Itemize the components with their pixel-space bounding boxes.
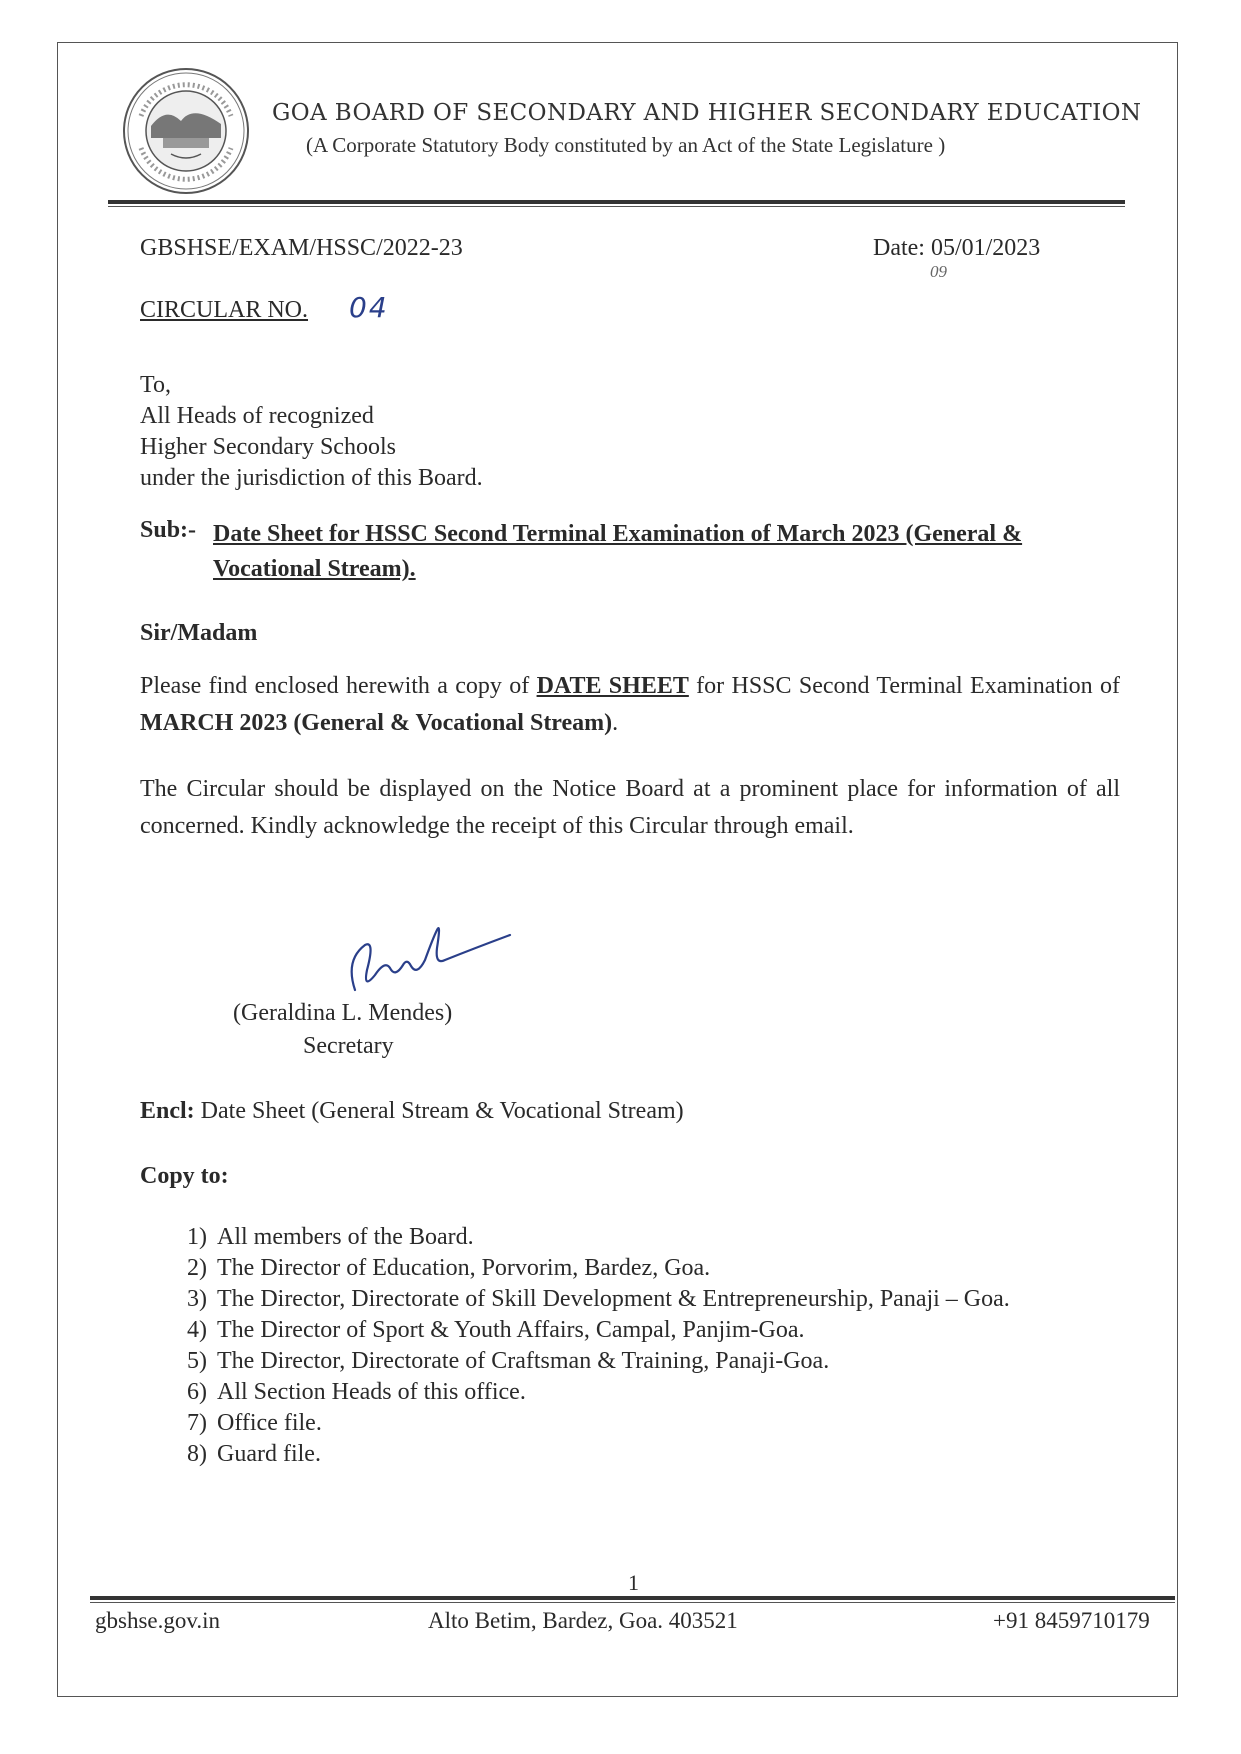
list-item-number: 8) xyxy=(187,1441,207,1467)
exam-name-bold: MARCH 2023 (General & Vocational Stream) xyxy=(140,710,613,736)
org-name: GOA BOARD OF SECONDARY AND HIGHER SECONDARY EDUCATION xyxy=(272,100,1142,126)
list-item-number: 3) xyxy=(187,1286,207,1312)
copy-to-label: Copy to: xyxy=(140,1163,229,1189)
subject-text: Date Sheet for HSSC Second Terminal Examination of March 2023 (General & Vocational Stream). xyxy=(213,521,1023,582)
para1-end: . xyxy=(612,710,619,736)
list-item-number: 2) xyxy=(187,1255,207,1281)
reference-number: GBSHSE/EXAM/HSSC/2022-23 xyxy=(140,235,463,261)
addressee-line: All Heads of recognized xyxy=(140,403,374,429)
signatory-title: Secretary xyxy=(303,1033,394,1059)
list-item-text: The Director, Directorate of Skill Development & Entrepreneurship, Panaji – Goa. xyxy=(217,1286,1010,1312)
circular-date: Date: 05/01/2023 xyxy=(873,235,1041,261)
body-paragraph-2: The Circular should be displayed on the Notice Board at a prominent place for information of all concerned. Kindly acknowledge the receipt of this Circular through email. xyxy=(140,776,1120,839)
circular-number: 04 xyxy=(349,291,389,324)
footer-rule xyxy=(90,1596,1175,1600)
circular-label: CIRCULAR NO. xyxy=(140,297,309,323)
list-item xyxy=(167,1284,1010,1315)
footer-phone: +91 8459710179 xyxy=(993,1608,1150,1633)
list-item-number: 7) xyxy=(187,1410,207,1436)
list-item xyxy=(167,1253,1010,1284)
list-item xyxy=(167,1222,1010,1253)
list-item-number: 1) xyxy=(187,1224,207,1250)
list-item xyxy=(167,1408,1010,1439)
list-item-number: 6) xyxy=(187,1379,207,1405)
list-item xyxy=(167,1439,1010,1470)
list-item xyxy=(167,1377,1010,1408)
list-item-text: The Director, Directorate of Craftsman & Training, Panaji-Goa. xyxy=(217,1348,830,1374)
list-item-text: Guard file. xyxy=(217,1441,321,1467)
addressee-line: under the jurisdiction of this Board. xyxy=(140,465,483,491)
header-rule-thin xyxy=(108,206,1125,207)
list-item-text: All members of the Board. xyxy=(217,1224,474,1250)
enclosure-text: Date Sheet (General Stream & Vocational Stream) xyxy=(194,1098,684,1124)
list-item-text: Office file. xyxy=(217,1410,322,1436)
date-correction: 09 xyxy=(930,262,947,281)
salutation: Sir/Madam xyxy=(140,620,258,646)
list-item-text: The Director of Sport & Youth Affairs, Campal, Panjim-Goa. xyxy=(217,1317,805,1343)
list-item xyxy=(167,1315,1010,1346)
list-item-number: 5) xyxy=(187,1348,207,1374)
signatory-name: (Geraldina L. Mendes) xyxy=(233,1000,453,1026)
list-item-text: All Section Heads of this office. xyxy=(217,1379,526,1405)
board-seal-icon xyxy=(121,66,251,196)
page-number: 1 xyxy=(628,1570,639,1595)
addressee-line: To, xyxy=(140,372,171,398)
footer-rule-thin xyxy=(90,1602,1175,1603)
footer-address: Alto Betim, Bardez, Goa. 403521 xyxy=(428,1608,738,1633)
list-item xyxy=(167,1346,1010,1377)
org-subtitle: (A Corporate Statutory Body constituted by an Act of the State Legislature ) xyxy=(306,133,946,157)
para1-text: Please find enclosed herewith a copy of xyxy=(140,673,537,699)
copy-to-list xyxy=(167,1222,1010,1470)
enclosure-label: Encl: xyxy=(140,1098,195,1124)
addressee-line: Higher Secondary Schools xyxy=(140,434,396,460)
para1-text-cont: for HSSC Second Terminal Examination of xyxy=(688,673,1121,699)
subject-label: Sub:- xyxy=(140,517,197,543)
list-item-number: 4) xyxy=(187,1317,207,1343)
enclosure xyxy=(140,1098,684,1125)
list-item-text: The Director of Education, Porvorim, Bardez, Goa. xyxy=(217,1255,711,1281)
footer-website: gbshse.gov.in xyxy=(95,1608,221,1633)
header-rule xyxy=(108,200,1125,204)
addressee-block xyxy=(140,370,483,494)
date-sheet-highlight: DATE SHEET xyxy=(536,673,689,699)
signature-icon xyxy=(345,920,515,1010)
body-paragraph-1 xyxy=(140,668,1120,742)
